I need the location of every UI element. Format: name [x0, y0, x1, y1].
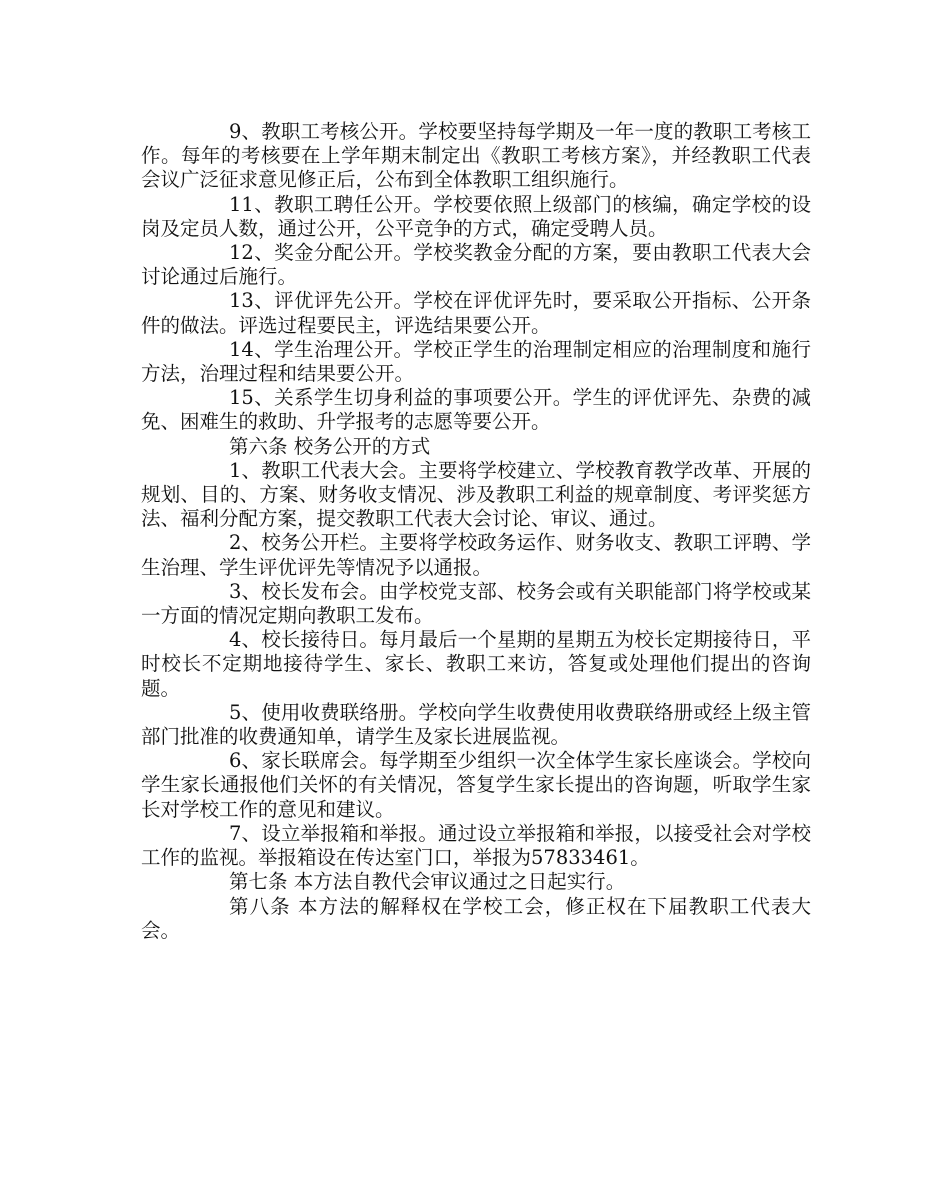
paragraph-method-5-fee-book: 5、使用收费联络册。学校向学生收费使用收费联络册或经上级主管部门批准的收费通知单，请学生及家长进展监视。 [141, 700, 811, 749]
paragraph-item-12-bonus: 12、奖金分配公开。学校奖教金分配的方案，要由教职工代表大会讨论通过后施行。 [141, 241, 811, 289]
paragraph-item-13-awards: 13、评优评先公开。学校在评优评先时，要采取公开指标、公开条件的做法。评选过程要民主，评选结果要公开。 [141, 289, 811, 337]
article-7: 第七条 本方法自教代会审议通过之日起实行。 [229, 870, 626, 894]
paragraph-method-4-reception-day: 4、校长接待日。每月最后一个星期的星期五为校长定期接待日，平时校长不定期地接待学生、家长、教职工来访，答复或处理他们提出的咨询题。 [141, 628, 811, 700]
paragraph-method-1-congress: 1、教职工代表大会。主要将学校建立、学校教育教学改革、开展的规划、目的、方案、财务收支情况、涉及教职工利益的规章制度、考评奖惩方法、福利分配方案，提交教职工代表大会讨论、审议、通过。 [141, 458, 811, 531]
paragraph-method-6-parent-meeting: 6、家长联席会。每学期至少组织一次全体学生家长座谈会。学校向学生家长通报他们关怀的有关情况，答复学生家长提出的咨询题，听取学生家长对学校工作的意见和建议。 [141, 749, 811, 821]
paragraph-method-7-report-box: 7、设立举报箱和举报。通过设立举报箱和举报，以接受社会对学校工作的监视。举报箱设在传达室门口，举报为57833461。 [141, 821, 811, 870]
paragraph-method-3-press: 3、校长发布会。由学校党支部、校务会或有关职能部门将学校或某一方面的情况定期向教职工发布。 [141, 579, 811, 628]
article-6-heading: 第六条 校务公开的方式 [229, 434, 431, 458]
paragraph-method-2-bulletin: 2、校务公开栏。主要将学校政务运作、财务收支、教职工评聘、学生治理、学生评优评先等情况予以通报。 [141, 531, 811, 579]
document-body [141, 120, 811, 943]
article-8: 第八条 本方法的解释权在学校工会，修正权在下届教职工代表大会。 [141, 894, 811, 942]
paragraph-item-15-student-interests: 15、关系学生切身利益的事项要公开。学生的评优评先、杂费的减免、困难生的救助、升学报考的志愿等要公开。 [141, 386, 811, 434]
paragraph-item-14-student-management: 14、学生治理公开。学校正学生的治理制定相应的治理制度和施行方法，治理过程和结果要公开。 [141, 337, 811, 386]
paragraph-item-11-hiring: 11、教职工聘任公开。学校要依照上级部门的核编，确定学校的设岗及定员人数，通过公开，公平竞争的方式，确定受聘人员。 [141, 192, 811, 240]
paragraph-item-9-appraisal: 9、教职工考核公开。学校要坚持每学期及一年一度的教职工考核工作。每年的考核要在上学年期末制定出《教职工考核方案》，并经教职工代表会议广泛征求意见修正后，公布到全体教职工组织施行。 [141, 120, 811, 192]
